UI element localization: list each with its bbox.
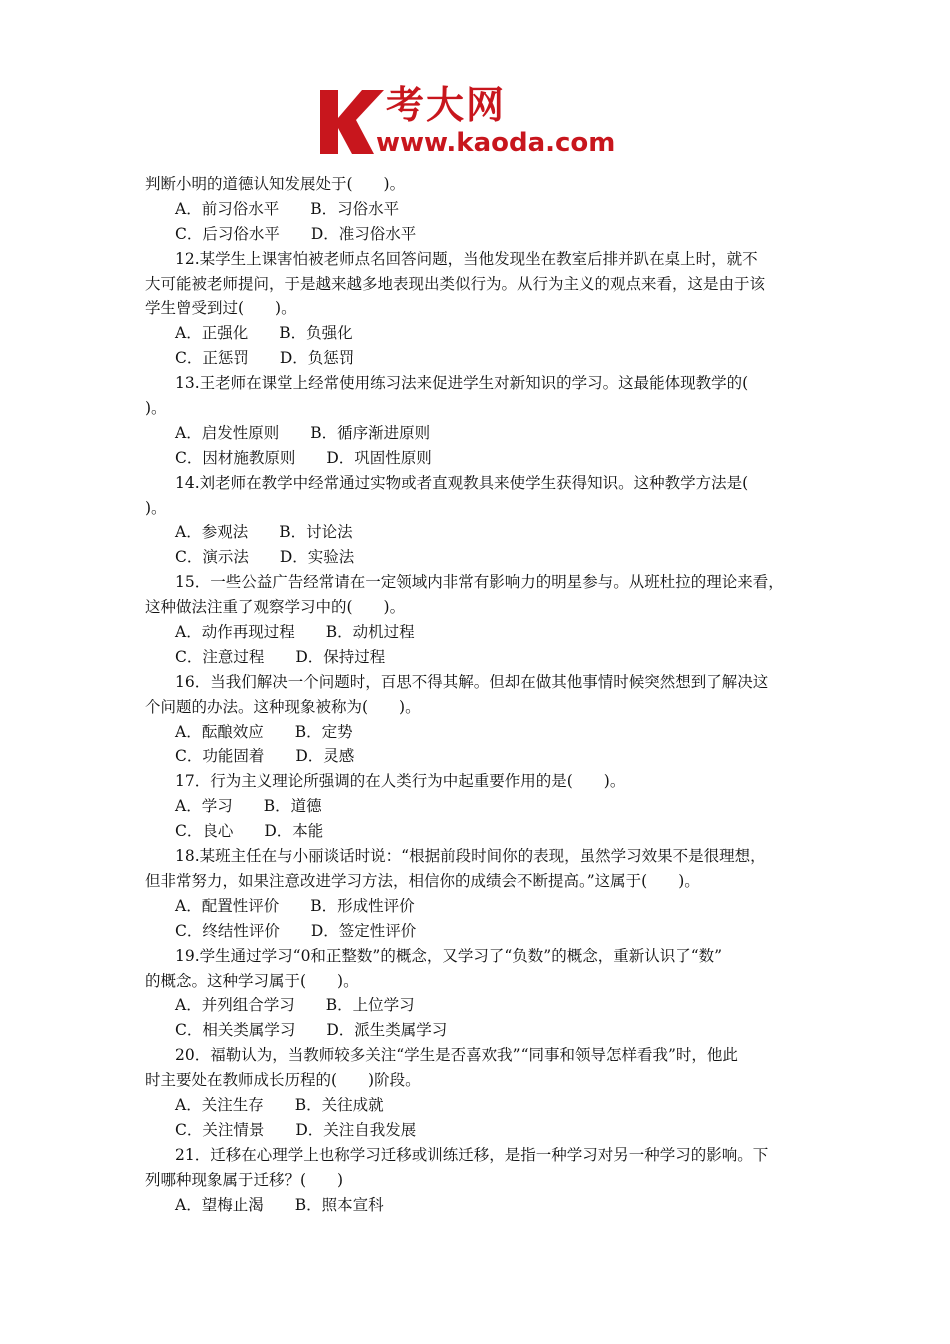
- kaoda-logo: [316, 82, 641, 162]
- text-line: 19.学生通过学习“0和正整数”的概念，又学习了“负数”的概念，重新认识了“数”: [175, 946, 723, 965]
- logo-name: 考大网: [386, 83, 507, 127]
- text-line: C．注意过程 D．保持过程: [175, 647, 386, 666]
- text-line: 16．当我们解决一个问题时，百思不得其解。但却在做其他事情时候突然想到了解决这: [175, 672, 769, 691]
- text-line: C．功能固着 D．灵感: [175, 747, 355, 766]
- text-line: 但非常努力，如果注意改进学习方法，相信你的成绩会不断提高。”这属于( )。: [145, 871, 700, 890]
- text-line: C．终结性评价 D．签定性评价: [175, 921, 417, 940]
- text-line: C．良心 D．本能: [175, 822, 324, 841]
- text-line: C．正惩罚 D．负惩罚: [175, 349, 355, 368]
- text-line: C．因材施教原则 D．巩固性原则: [175, 448, 432, 467]
- text-line: 21．迁移在心理学上也称学习迁移或训练迁移，是指一种学习对另一种学习的影响。下: [175, 1145, 769, 1164]
- text-line: 这种做法注重了观察学习中的( )。: [145, 598, 406, 617]
- text-line: A．关注生存 B．关往成就: [175, 1095, 384, 1114]
- text-line: A．望梅止渴 B．照本宣科: [175, 1195, 384, 1214]
- text-line: A．学习 B．道德: [175, 797, 322, 816]
- text-line: A．配置性评价 B．形成性评价: [175, 896, 415, 915]
- text-line: A．启发性原则 B．循序渐进原则: [175, 423, 431, 442]
- text-line: 个问题的办法。这种现象被称为( )。: [145, 697, 421, 716]
- text-line: 时主要处在教师成长历程的( )阶段。: [145, 1071, 421, 1090]
- text-line: 列哪种现象属于迁移？( ): [145, 1170, 344, 1189]
- text-line: 大可能被老师提问，于是越来越多地表现出类似行为。从行为主义的观点来看，这是由于该: [145, 274, 766, 293]
- text-line: A．前习俗水平 B．习俗水平: [175, 199, 400, 218]
- logo-url: www.kaoda.com: [376, 128, 616, 158]
- text-line: 20．福勒认为，当教师较多关注“学生是否喜欢我”“同事和领导怎样看我”时，他此: [175, 1046, 738, 1065]
- text-line: )。: [145, 399, 167, 418]
- text-line: A．正强化 B．负强化: [175, 324, 353, 343]
- text-line: 13.王老师在课堂上经常使用练习法来促进学生对新知识的学习。这最能体现教学的(: [175, 374, 749, 393]
- text-line: C．后习俗水平 D．准习俗水平: [175, 224, 417, 243]
- text-line: A．动作再现过程 B．动机过程: [175, 623, 415, 642]
- text-line: A．酝酿效应 B．定势: [175, 722, 353, 741]
- text-line: 的概念。这种学习属于( )。: [145, 971, 359, 990]
- document-body: [145, 172, 815, 1217]
- text-line: A．参观法 B．讨论法: [175, 523, 353, 542]
- text-line: A．并列组合学习 B．上位学习: [175, 996, 415, 1015]
- text-line: C．关注情景 D．关注自我发展: [175, 1120, 417, 1139]
- text-line: 17．行为主义理论所强调的在人类行为中起重要作用的是( )。: [175, 772, 626, 791]
- text-line: 学生曾受到过( )。: [145, 299, 297, 318]
- text-line: 14.刘老师在教学中经常通过实物或者直观教具来使学生获得知识。这种教学方法是(: [175, 473, 749, 492]
- text-line: 12.某学生上课害怕被老师点名回答问题，当他发现坐在教室后排并趴在桌上时，就不: [175, 249, 758, 268]
- text-line: 15．一些公益广告经常请在一定领域内非常有影响力的明星参与。从班杜拉的理论来看，: [175, 573, 784, 592]
- text-line: 18.某班主任在与小丽谈话时说：“根据前段时间你的表现，虽然学习效果不是很理想，: [175, 847, 766, 866]
- text-line: 判断小明的道德认知发展处于( )。: [145, 175, 406, 193]
- text-line: C．相关类属学习 D．派生类属学习: [175, 1021, 448, 1040]
- text-line: )。: [145, 498, 167, 517]
- text-line: C．演示法 D．实验法: [175, 548, 355, 567]
